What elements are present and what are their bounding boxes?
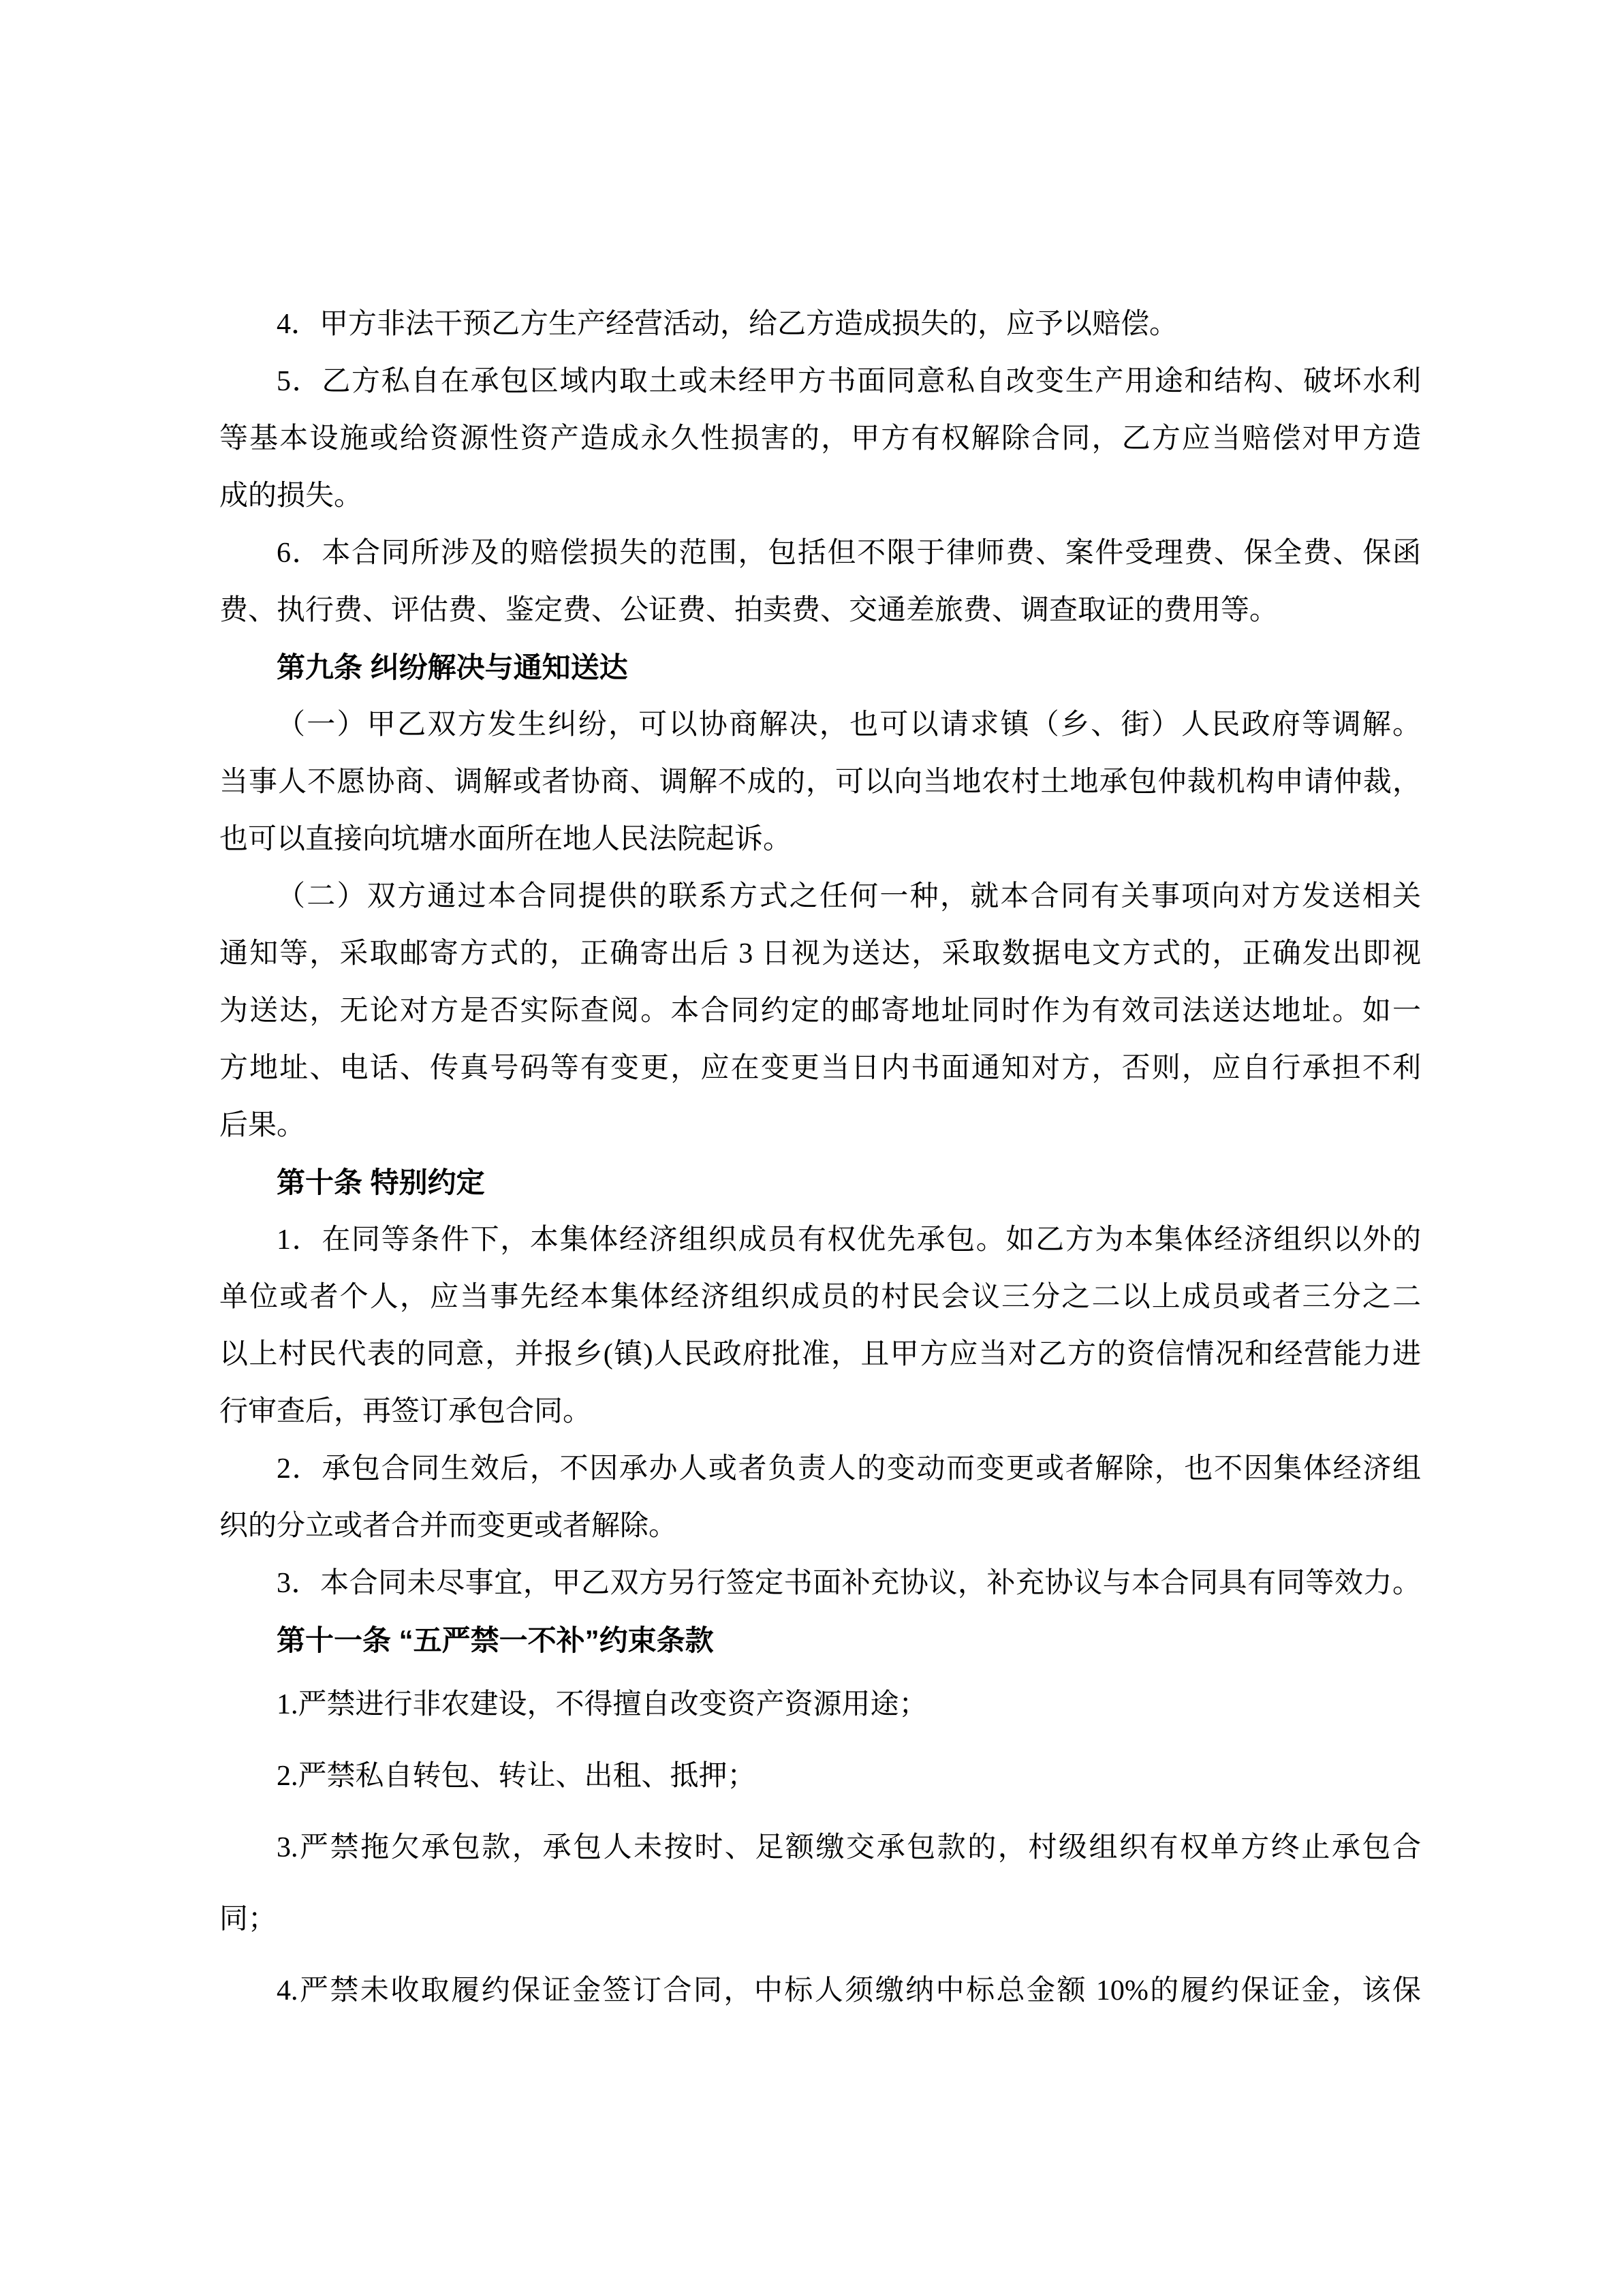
text-line: 4.严禁未收取履约保证金签订合同，中标人须缴纳中标总金额 10%的履约保证金，该保 [277, 1975, 1421, 2006]
text-line: （二）双方通过本合同提供的联系方式之任何一种，就本合同有关事项向对方发送相关 [277, 881, 1421, 912]
text-line: 同； [219, 1904, 277, 1935]
paragraph [219, 696, 1421, 868]
text-line: 方地址、电话、传真号码等有变更，应在变更当日内书面通知对方，否则，应自行承担不利 [219, 1053, 1421, 1084]
text-line: 织的分立或者合并而变更或者解除。 [219, 1510, 678, 1542]
paragraph [219, 1555, 1421, 1612]
paragraph [219, 353, 1421, 525]
section-heading [219, 639, 1421, 696]
text-line: （一）甲乙双方发生纠纷，可以协商解决，也可以请求镇（乡、街）人民政府等调解。 [277, 709, 1421, 741]
rule-item [219, 1955, 1421, 2027]
text-line: 第十一条 “五严禁一不补”约束条款 [277, 1624, 714, 1656]
text-line: 3.严禁拖欠承包款，承包人未按时、足额缴交承包款的，村级组织有权单方终止承包合 [277, 1832, 1421, 1863]
paragraph [219, 1440, 1421, 1555]
text-line: 当事人不愿协商、调解或者协商、调解不成的，可以向当地农村土地承包仲裁机构申请仲裁， [219, 766, 1421, 798]
text-line: 后果。 [219, 1110, 306, 1141]
paragraph [219, 525, 1421, 639]
text-line: 等基本设施或给资源性资产造成永久性损害的，甲方有权解除合同，乙方应当赔偿对甲方造 [219, 423, 1421, 454]
text-line: 第十条 特别约定 [277, 1166, 485, 1198]
paragraph [219, 1211, 1421, 1440]
text-line: 成的损失。 [219, 480, 363, 512]
text-line: 1.严禁进行非农建设，不得擅自改变资产资源用途； [277, 1689, 928, 1720]
paragraph [219, 868, 1421, 1154]
rule-item [219, 1741, 1421, 1812]
section-heading [219, 1154, 1421, 1211]
rule-item [219, 1669, 1421, 1741]
text-line: 以上村民代表的同意，并报乡(镇)人民政府批准，且甲方应当对乙方的资信情况和经营能力进 [219, 1339, 1421, 1370]
document-content [219, 296, 1421, 2027]
text-line: 3．本合同未尽事宜，甲乙双方另行签定书面补充协议，补充协议与本合同具有同等效力。 [277, 1568, 1421, 1599]
text-line: 2.严禁私自转包、转让、出租、抵押； [277, 1761, 756, 1792]
rule-item [219, 1812, 1421, 1955]
text-line: 1．在同等条件下，本集体经济组织成员有权优先承包。如乙方为本集体经济组织以外的 [277, 1224, 1421, 1256]
text-line: 单位或者个人，应当事先经本集体经济组织成员的村民会议三分之二以上成员或者三分之二 [219, 1282, 1421, 1313]
text-line: 也可以直接向坑塘水面所在地人民法院起诉。 [219, 824, 792, 855]
paragraph [219, 296, 1421, 353]
text-line: 6．本合同所涉及的赔偿损失的范围，包括但不限于律师费、案件受理费、保全费、保函 [277, 538, 1421, 569]
text-line: 通知等，采取邮寄方式的，正确寄出后 3 日视为送达，采取数据电文方式的，正确发出即视 [219, 938, 1421, 970]
text-line: 5．乙方私自在承包区域内取土或未经甲方书面同意私自改变生产用途和结构、破坏水利 [277, 366, 1421, 397]
text-line: 行审查后，再签订承包合同。 [219, 1396, 592, 1427]
text-line: 为送达，无论对方是否实际查阅。本合同约定的邮寄地址同时作为有效司法送达地址。如一 [219, 995, 1421, 1027]
section-heading [219, 1612, 1421, 1669]
text-line: 4．甲方非法干预乙方生产经营活动，给乙方造成损失的，应予以赔偿。 [277, 309, 1178, 340]
text-line: 费、执行费、评估费、鉴定费、公证费、拍卖费、交通差旅费、调查取证的费用等。 [219, 595, 1279, 626]
text-line: 2．承包合同生效后，不因承办人或者负责人的变动而变更或者解除，也不因集体经济组 [277, 1453, 1421, 1485]
text-line: 第九条 纠纷解决与通知送达 [277, 651, 628, 683]
